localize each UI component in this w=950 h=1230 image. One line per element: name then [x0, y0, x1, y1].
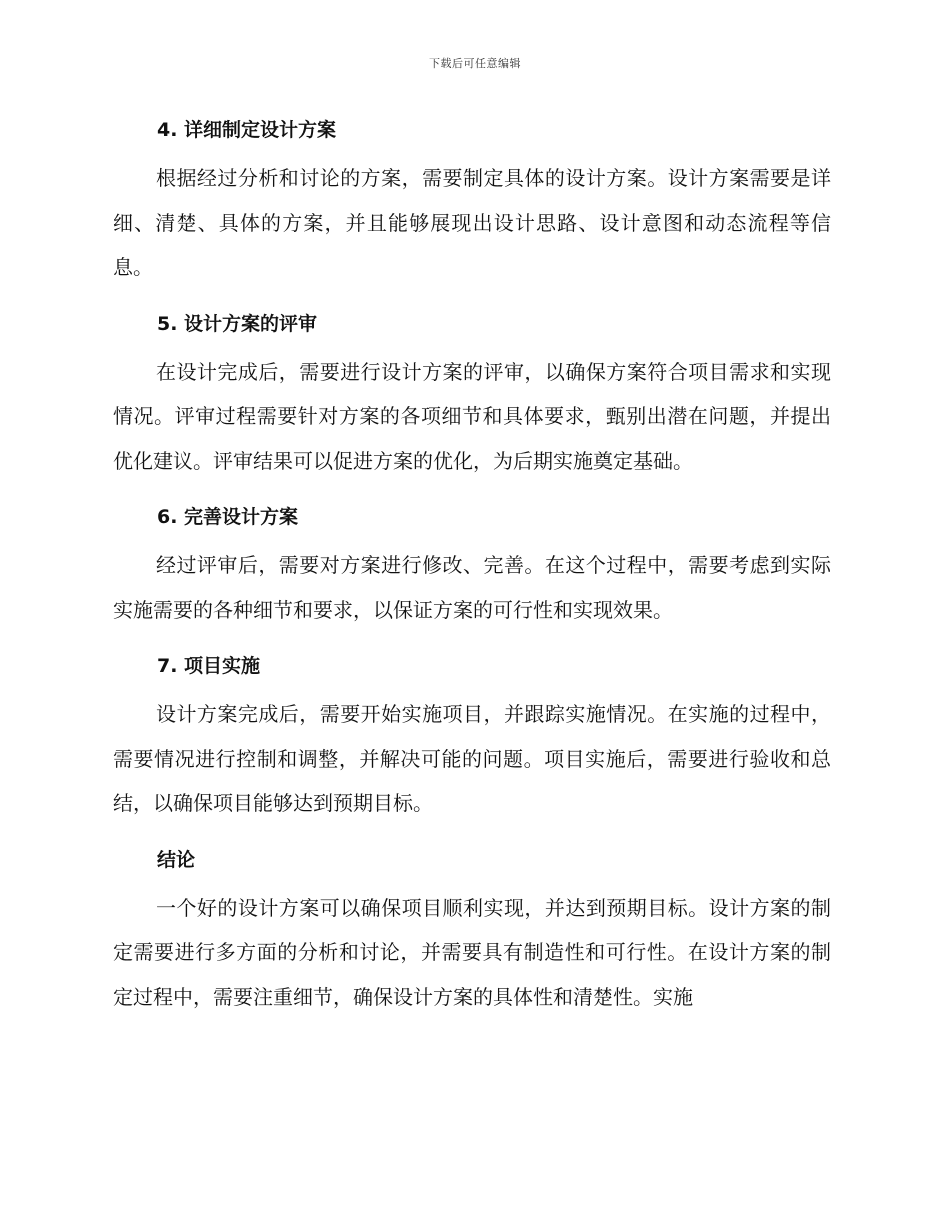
section-paragraph-4: 根据经过分析和讨论的方案，需要制定具体的设计方案。设计方案需要是详细、清楚、具体的方案，并且能够展现出设计思路、设计意图和动态流程等信息。: [113, 166, 831, 279]
section-heading-6: 6. 完善设计方案: [157, 506, 299, 528]
section-paragraph-6: 经过评审后，需要对方案进行修改、完善。在这个过程中，需要考虑到实际实施需要的各种细节和要求，以保证方案的可行性和实现效果。: [113, 553, 831, 622]
section-paragraph-7: 设计方案完成后，需要开始实施项目，并跟踪实施情况。在实施的过程中，需要情况进行控制和调整，并解决可能的问题。项目实施后，需要进行验收和总结，以确保项目能够达到预期目标。: [113, 702, 831, 815]
section-heading-4: 4. 详细制定设计方案: [157, 119, 337, 141]
header-note: 下载后可任意编辑: [429, 57, 521, 70]
section-paragraph-conclusion: 一个好的设计方案可以确保项目顺利实现，并达到预期目标。设计方案的制定需要进行多方面的分析和讨论，并需要具有制造性和可行性。在设计方案的制定过程中，需要注重细节，确保设计方案的具体性和清楚性。实施: [113, 895, 831, 1009]
section-paragraph-5: 在设计完成后，需要进行设计方案的评审，以确保方案符合项目需求和实现情况。评审过程需要针对方案的各项细节和具体要求，甄别出潜在问题，并提出优化建议。评审结果可以促进方案的优化，为后期实施奠定基础。: [113, 359, 831, 473]
document-body: [113, 108, 831, 1031]
section-heading-5: 5. 设计方案的评审: [157, 312, 318, 335]
section-heading-conclusion: 结论: [157, 848, 196, 871]
section-heading-7: 7. 项目实施: [157, 655, 261, 677]
